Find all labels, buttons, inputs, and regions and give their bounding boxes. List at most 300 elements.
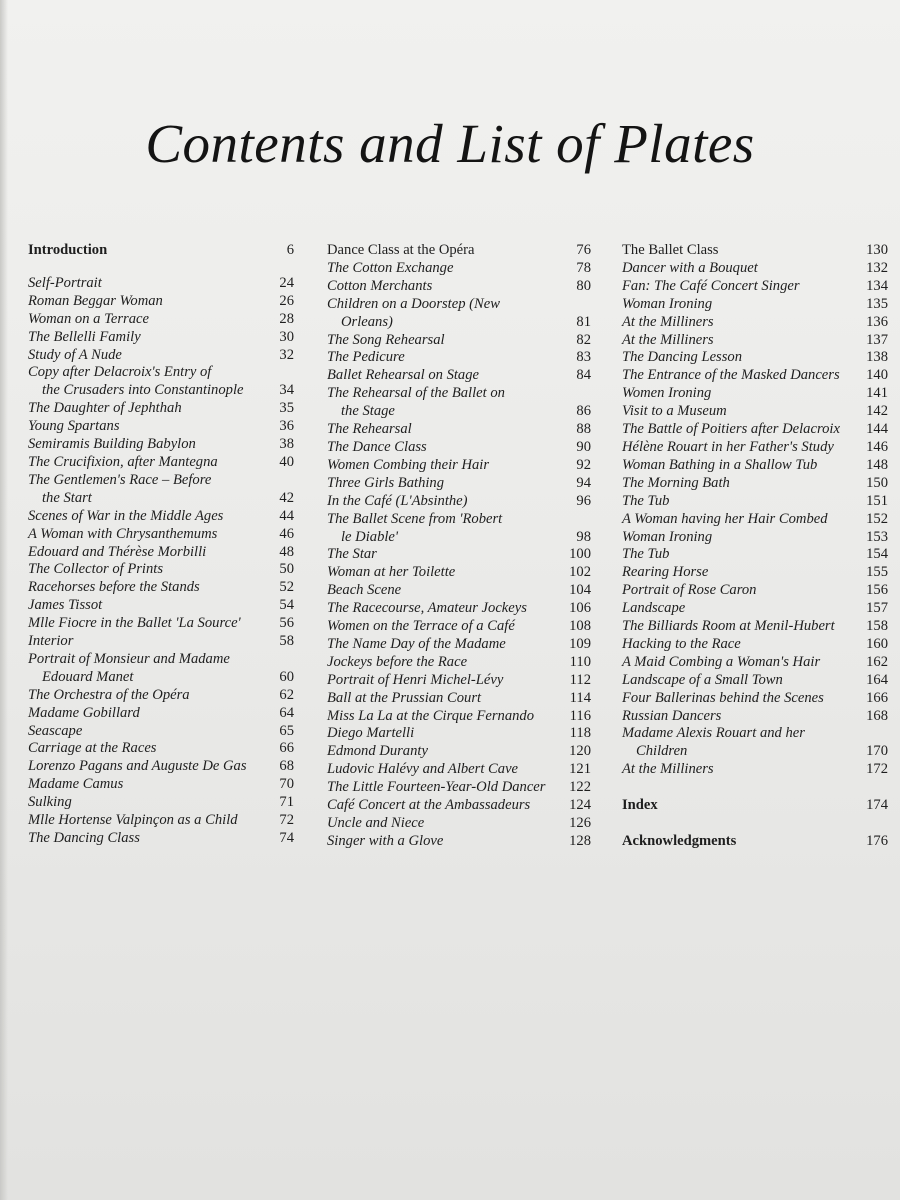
entry-title [327,278,591,296]
entry-title-line: Russian Dancers [622,707,722,724]
plate-entry [327,564,591,582]
entry-title [28,687,294,705]
entry-page-number: 102 [569,564,591,581]
entry-page-number: 6 [286,242,294,258]
plate-entry [327,332,591,350]
entry-title-line: Cotton Merchants [327,277,433,294]
entry-page-number: 157 [866,600,888,617]
entry-page-number: 48 [279,543,294,560]
plate-entry [28,633,294,651]
entry-title [28,293,294,311]
entry-title-line: Jockeys before the Race [327,653,468,670]
plate-entry [28,740,294,758]
entry-page-number: 112 [569,671,591,688]
entry-title [327,511,591,547]
entry-title [28,454,294,472]
entry-title-line: Sulking [28,794,72,811]
plate-entry [28,311,294,329]
entry-page-number: 35 [279,400,294,417]
entry-title [622,296,888,314]
entry-title [622,618,888,636]
entry-page-number: 134 [866,277,888,294]
entry-title-line: The Pedicure [327,349,405,366]
plate-entry [327,349,591,367]
entry-page-number: 58 [279,633,294,650]
entry-page-number: 116 [569,707,591,724]
entry-page-number: 130 [866,242,888,258]
entry-title-line: Interior [28,633,74,650]
entry-page-number: 44 [279,507,294,524]
entry-title-line: The Cotton Exchange [327,259,454,276]
plate-entry [327,761,591,779]
entry-title-line: Visit to a Museum [622,403,727,420]
entry-title [28,311,294,329]
entry-title [327,815,591,833]
entry-page-number: 128 [569,832,591,849]
entry-page-number: 174 [866,797,888,814]
entry-title [28,508,294,526]
entry-page-number: 166 [866,689,888,706]
entry-title-line: Woman Bathing in a Shallow Tub [622,456,818,473]
entry-title [327,582,591,600]
entry-title-line: Café Concert at the Ambassadeurs [327,797,531,814]
entry-title [28,347,294,365]
entry-page-number: 176 [866,833,888,850]
plate-entry [622,654,888,672]
entry-title [28,436,294,454]
plate-entry [622,349,888,367]
entry-page-number: 32 [279,346,294,363]
entry-title-line: Introduction [28,242,108,258]
entry-title [28,472,294,508]
plate-entry [327,475,591,493]
entry-title-line: Uncle and Niece [327,815,425,831]
entry-title [28,651,294,687]
entry-title-line: The Ballet Scene from 'Robert [327,510,503,527]
entry-title-continuation: Edouard Manet [42,668,134,685]
entry-page-number: 30 [279,328,294,345]
plate-entry [622,636,888,654]
entry-title [622,582,888,600]
entry-title [622,690,888,708]
entry-title-line: Singer with a Glove [327,832,444,849]
entry-title-line: Racehorses before the Stands [28,579,200,596]
entry-title [327,439,591,457]
entry-title [28,597,294,615]
entry-title [28,329,294,347]
plate-entry [28,454,294,472]
plate-entry [28,364,294,400]
entry-page-number: 76 [576,242,591,258]
plate-entry [28,651,294,687]
contents-column-3 [622,242,888,851]
entry-page-number: 46 [279,525,294,542]
entry-title-line: Carriage at the Races [28,740,157,757]
plate-entry [327,296,591,332]
entry-title-line: Woman at her Toilette [327,564,456,581]
plate-entry [28,687,294,705]
entry-title-line: Woman Ironing [622,295,713,312]
entry-page-number: 24 [279,274,294,291]
entry-title-line: The Crucifixion, after Mantegna [28,453,218,470]
entry-title [622,439,888,457]
entry-title [327,761,591,779]
entry-page-number: 138 [866,349,888,366]
entry-title-line: Seascape [28,722,83,739]
entry-page-number: 141 [866,385,888,402]
entry-page-number: 92 [576,456,591,473]
entry-title-line: The Dancing Class [28,830,140,846]
entry-page-number: 162 [866,653,888,670]
entry-page-number: 124 [569,797,591,814]
entry-title [327,636,591,654]
entry-page-number: 71 [279,794,294,811]
entry-page-number: 42 [279,489,294,506]
entry-title [622,797,888,815]
entry-page-number: 146 [866,438,888,455]
entry-page-number: 168 [866,707,888,724]
plate-entry [622,546,888,564]
entry-page-number: 86 [576,403,591,420]
entry-title-line: James Tissot [28,597,103,614]
entry-page-number: 84 [576,367,591,384]
entry-title [327,600,591,618]
entry-title [327,349,591,367]
entry-page-number: 98 [576,528,591,545]
entry-page-number: 64 [279,704,294,721]
entry-title-line: The Rehearsal [327,421,412,438]
entry-title-line: Semiramis Building Babylon [28,436,196,453]
entry-title-line: Mlle Hortense Valpinçon as a Child [28,812,238,829]
entry-title [28,812,294,830]
entry-page-number: 160 [866,635,888,652]
entry-page-number: 100 [569,546,591,563]
entry-title-line: The Bellelli Family [28,328,141,345]
plate-entry [622,332,888,350]
entry-title-line: The Star [327,546,377,563]
entry-title [327,618,591,636]
entry-title-line: Madame Alexis Rouart and her [622,725,805,742]
plate-entry [28,723,294,741]
plate-entry [622,564,888,582]
entry-title [622,403,888,421]
entry-title [28,758,294,776]
entry-page-number: 144 [866,421,888,438]
entry-title-line: The Orchestra of the Opéra [28,686,190,703]
entry-title [327,654,591,672]
plate-entry [327,546,591,564]
entry-page-number: 140 [866,367,888,384]
entry-title-line: Dancer with a Bouquet [622,259,758,276]
entry-title-line: The Entrance of the Masked Dancers [622,367,840,384]
plate-entry [28,347,294,365]
entry-title [622,332,888,350]
entry-title [327,296,591,332]
entry-title-line: Four Ballerinas behind the Scenes [622,689,824,706]
entry-title [327,564,591,582]
entry-page-number: 66 [279,740,294,757]
entry-title-line: Roman Beggar Woman [28,292,163,309]
entry-title-line: Edmond Duranty [327,743,428,760]
entry-title-line: Portrait of Monsieur and Madame [28,650,230,667]
entry-title [28,776,294,794]
entry-title-line: Edouard and Thérèse Morbilli [28,543,207,560]
plate-entry [622,690,888,708]
plate-entry [622,439,888,457]
plate-entry [327,672,591,690]
plate-entry [28,812,294,830]
entry-title-line: The Ballet Class [622,242,719,258]
plate-entry [622,296,888,314]
plate-entry [327,600,591,618]
entry-title [28,705,294,723]
plate-entry [622,403,888,421]
entry-title [622,672,888,690]
entry-title [622,654,888,672]
entry-title-continuation: Children [636,743,688,760]
plate-entry [28,329,294,347]
entry-title [622,385,888,403]
entry-title [622,367,888,385]
plate-entry [622,761,888,779]
entry-title [28,242,294,260]
entry-page-number: 60 [279,668,294,685]
plate-entry [28,615,294,633]
entry-page-number: 106 [569,600,591,617]
plate-entry [622,725,888,761]
entry-title [327,493,591,511]
entry-title [327,475,591,493]
entry-title [327,421,591,439]
entry-page-number: 150 [866,474,888,491]
entry-title [622,475,888,493]
entry-page-number: 155 [866,564,888,581]
entry-title [327,457,591,475]
entry-title-line: The Dance Class [327,438,427,455]
entry-title-line: A Woman having her Hair Combed [622,510,828,527]
entry-title-line: The Racecourse, Amateur Jockeys [327,600,527,617]
entry-page-number: 88 [576,421,591,438]
plate-entry [622,367,888,385]
entry-title [28,740,294,758]
plate-entry [622,600,888,618]
entry-page-number: 158 [866,618,888,635]
contents-column-1 [28,242,294,848]
entry-title-line: The Name Day of the Madame [327,635,506,652]
entry-title [622,833,888,851]
entry-title [28,526,294,544]
entry-page-number: 120 [569,743,591,760]
plate-entry [28,776,294,794]
entry-title-line: Hélène Rouart in her Father's Study [622,438,834,455]
entry-page-number: 40 [279,453,294,470]
plate-entry [327,654,591,672]
entry-page-number: 132 [866,259,888,276]
entry-page-number: 26 [279,292,294,309]
entry-title-line: The Daughter of Jephthah [28,400,182,417]
entry-page-number: 108 [569,618,591,635]
entry-title-line: Rearing Horse [622,564,709,581]
contents-column-2 [327,242,591,851]
plate-entry [327,815,591,833]
plate-entry [327,779,591,797]
entry-title-line: The Collector of Prints [28,561,163,578]
plate-entry [327,439,591,457]
entry-page-number: 118 [569,725,591,742]
entry-page-number: 74 [279,830,294,846]
entry-page-number: 28 [279,310,294,327]
entry-title-continuation: le Diable' [341,528,399,545]
section-entry [622,797,888,815]
entry-title-line: Portrait of Henri Michel-Lévy [327,671,504,688]
plate-entry [28,794,294,812]
entry-title-line: Hacking to the Race [622,635,741,652]
entry-title-line: The Billiards Room at Menil-Hubert [622,618,835,635]
entry-title-line: The Rehearsal of the Ballet on [327,385,505,402]
entry-title-line: The Morning Bath [622,474,730,491]
entry-title-line: The Song Rehearsal [327,331,445,348]
plate-entry [327,708,591,726]
plate-entry [28,293,294,311]
plate-entry [327,636,591,654]
entry-title [28,794,294,812]
entry-title-line: Mlle Fiocre in the Ballet 'La Source' [28,615,241,632]
entry-title [28,579,294,597]
entry-title [28,723,294,741]
entry-page-number: 142 [866,403,888,420]
entry-title-line: A Maid Combing a Woman's Hair [622,653,821,670]
entry-title [28,275,294,293]
entry-title-line: At the Milliners [622,331,714,348]
plate-entry [327,260,591,278]
entry-title [622,546,888,564]
entry-title-line: The Tub [622,492,670,509]
plate-entry [327,421,591,439]
entry-title-line: Ball at the Prussian Court [327,689,482,706]
entry-title [327,725,591,743]
entry-title-line: Madame Camus [28,776,124,793]
entry-page-number: 109 [569,635,591,652]
entry-title-line: Women Ironing [622,385,712,402]
entry-title-line: Index [622,797,658,814]
entry-title [28,830,294,848]
entry-page-number: 36 [279,418,294,435]
plate-entry [28,418,294,436]
entry-page-number: 136 [866,313,888,330]
entry-page-number: 121 [569,761,591,778]
entry-title-line: Women on the Terrace of a Café [327,618,515,635]
entry-page-number: 38 [279,436,294,453]
entry-title-line: Portrait of Rose Caron [622,582,757,599]
entry-title-line: At the Milliners [622,761,714,778]
entry-title [28,615,294,633]
entry-page-number: 54 [279,597,294,614]
entry-title-line: Fan: The Café Concert Singer [622,277,800,294]
plate-entry [28,597,294,615]
entry-page-number: 56 [279,615,294,632]
plate-entry [622,529,888,547]
entry-title [327,690,591,708]
entry-title [28,418,294,436]
entry-title-line: Lorenzo Pagans and Auguste De Gas [28,758,247,775]
plate-entry [327,833,591,851]
entry-title-line: Three Girls Bathing [327,474,445,491]
plate-entry [28,830,294,848]
plate-entry [28,758,294,776]
plate-entry [622,672,888,690]
plate-entry [28,508,294,526]
entry-page-number: 34 [279,382,294,399]
plate-entry [327,493,591,511]
plate-entry [327,725,591,743]
entry-title-line: Children on a Doorstep (New [327,295,500,312]
plate-entry [327,385,591,421]
entry-title-line: Study of A Nude [28,346,122,363]
entry-page-number: 122 [569,779,591,796]
entry-page-number: 135 [866,295,888,312]
entry-page-number: 82 [576,331,591,348]
entry-title-line: Woman Ironing [622,528,713,545]
entry-title [622,600,888,618]
entry-page-number: 151 [866,492,888,509]
entry-title [622,708,888,726]
entry-page-number: 68 [279,758,294,775]
entry-title [327,385,591,421]
entry-page-number: 154 [866,546,888,563]
entry-title [28,544,294,562]
entry-title-line: Landscape [622,600,686,617]
plate-entry [327,367,591,385]
entry-title-line: The Tub [622,546,670,563]
entry-page-number: 83 [576,349,591,366]
entry-title-line: Dance Class at the Opéra [327,242,475,258]
plate-entry [28,544,294,562]
entry-title-line: Ballet Rehearsal on Stage [327,367,479,384]
entry-title [327,260,591,278]
plate-entry [622,511,888,529]
entry-title [622,564,888,582]
entry-title-line: The Little Fourteen-Year-Old Dancer [327,779,546,796]
entry-title-line: In the Café (L'Absinthe) [327,492,468,509]
entry-page-number: 172 [866,761,888,778]
entry-title [327,672,591,690]
entry-page-number: 114 [569,689,591,706]
entry-page-number: 137 [866,331,888,348]
section-entry [622,833,888,851]
plate-entry [622,493,888,511]
entry-page-number: 170 [866,743,888,760]
plate-entry [28,400,294,418]
entry-page-number: 126 [569,815,591,831]
entry-title [622,725,888,761]
section-gap [622,779,888,797]
entry-page-number: 156 [866,582,888,599]
entry-title-continuation: the Crusaders into Constantinople [42,382,244,399]
plate-entry [622,457,888,475]
entry-title [327,708,591,726]
plate-entry [28,705,294,723]
entry-title [28,561,294,579]
section-entry [28,242,294,260]
entry-title [327,367,591,385]
entry-page-number: 153 [866,528,888,545]
plate-entry [327,618,591,636]
entry-page-number: 78 [576,259,591,276]
entry-title [327,797,591,815]
plate-entry [28,526,294,544]
entry-page-number: 62 [279,686,294,703]
entry-page-number: 70 [279,776,294,793]
